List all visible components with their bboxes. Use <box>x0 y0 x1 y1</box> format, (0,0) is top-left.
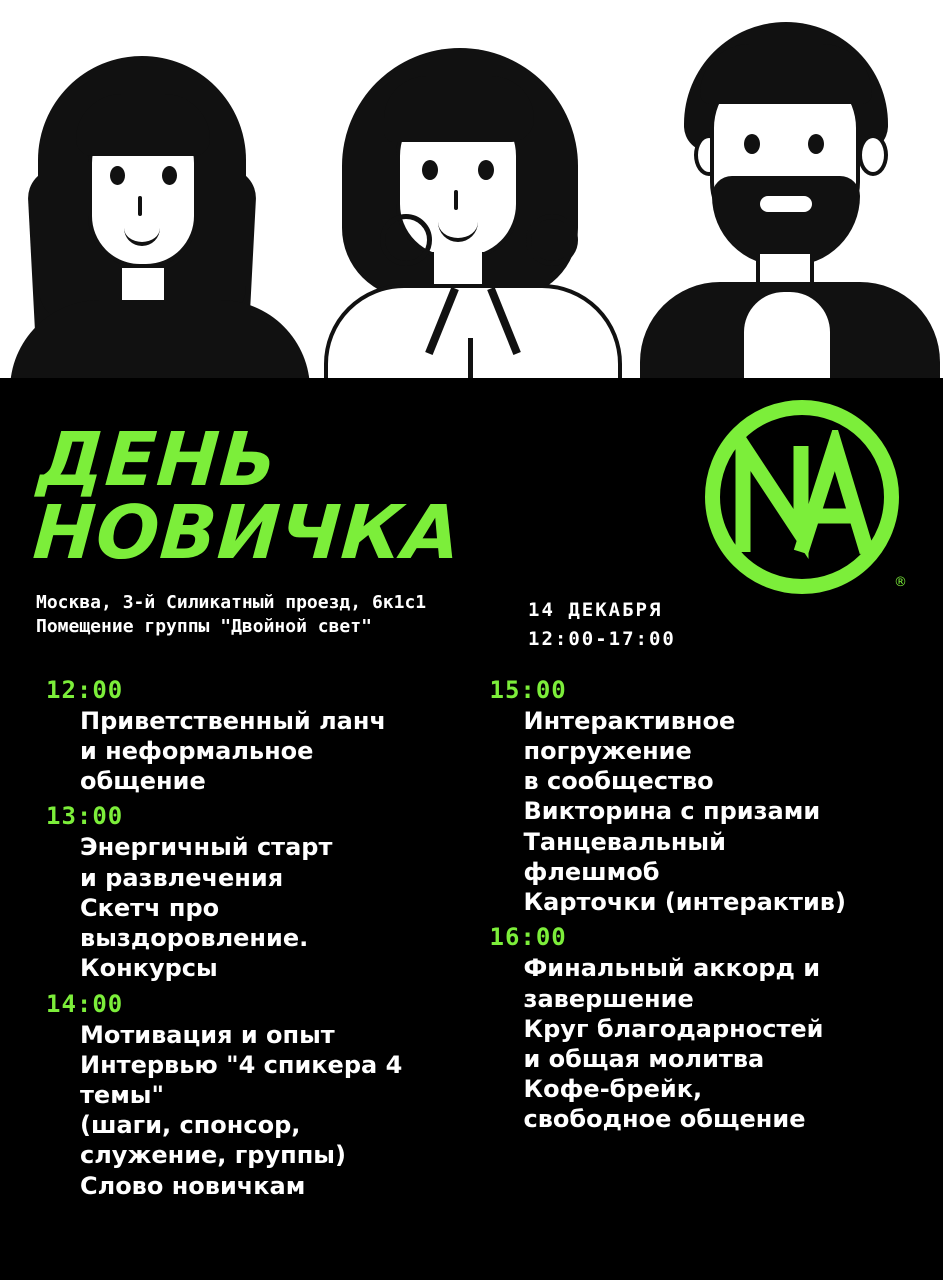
slot-item: Мотивация и опыт <box>80 1020 335 1049</box>
tshirt-icon <box>744 292 830 378</box>
poster-body <box>0 378 943 1237</box>
slot-item: Конкурсы <box>80 954 218 983</box>
slot-time: 15:00 <box>489 675 567 704</box>
eye-right-icon <box>478 160 494 180</box>
event-date: 14 ДЕКАБРЯ <box>528 599 663 621</box>
schedule <box>0 676 943 1237</box>
venue-address: Москва, 3-й Силикатный проезд, 6к1с1 <box>36 592 427 614</box>
slot-items <box>46 706 472 797</box>
slot-item: Танцевальный <box>523 827 726 856</box>
trademark-symbol: ® <box>894 575 907 590</box>
illustration-person-right <box>640 8 940 378</box>
slot-item: Интерактивное <box>523 706 736 735</box>
slot-time: 13:00 <box>46 802 124 831</box>
title-block <box>0 378 943 576</box>
nose-icon <box>454 190 458 210</box>
slot-item: (шаги, спонсор, <box>80 1111 301 1140</box>
schedule-slot <box>490 923 922 1134</box>
slot-item: и общая молитва <box>523 1044 765 1073</box>
illustration-person-left <box>10 38 310 378</box>
illustration-person-center <box>318 18 628 378</box>
slot-item: флешмоб <box>523 857 660 886</box>
slot-item: Интервью "4 спикера 4 <box>80 1050 403 1079</box>
nose-icon <box>138 196 142 216</box>
schedule-slot <box>46 676 472 797</box>
shirt-icon <box>324 284 622 378</box>
eye-right-icon <box>808 134 824 154</box>
date-time-block <box>528 596 676 653</box>
earring-right-icon <box>526 214 578 266</box>
slot-item: свободное общение <box>523 1105 806 1134</box>
hair-top-icon <box>700 44 872 104</box>
slot-items <box>490 706 922 918</box>
eye-left-icon <box>744 134 760 154</box>
eye-left-icon <box>422 160 438 180</box>
slot-item: Финальный аккорд и <box>523 954 821 983</box>
slot-item: завершение <box>523 984 694 1013</box>
mouth-icon <box>760 196 812 212</box>
slot-time: 14:00 <box>46 989 124 1018</box>
schedule-column-right <box>472 676 922 1207</box>
slot-items <box>46 1020 472 1201</box>
fringe-icon <box>384 76 534 142</box>
slot-item: служение, группы) <box>80 1141 346 1170</box>
slot-item: общение <box>80 767 206 796</box>
slot-item: Викторина с призами <box>523 797 821 826</box>
slot-time: 12:00 <box>46 675 124 704</box>
slot-items <box>46 832 472 983</box>
slot-item: погружение <box>523 736 692 765</box>
slot-item: Круг благодарностей <box>523 1014 824 1043</box>
venue-place: Помещение группы "Двойной свет" <box>36 616 372 638</box>
slot-item: Скетч про <box>80 893 220 922</box>
beard-icon <box>712 176 860 266</box>
schedule-slot <box>46 802 472 983</box>
title-line-1: ДЕНЬ <box>35 417 281 503</box>
eye-right-icon <box>162 166 177 185</box>
slot-items <box>490 953 922 1134</box>
schedule-column-left <box>22 676 472 1207</box>
earring-left-icon <box>380 214 432 266</box>
slot-item: Карточки (интерактив) <box>523 888 846 917</box>
slot-item: Приветственный ланч <box>80 706 386 735</box>
slot-item: в сообщество <box>523 767 714 796</box>
schedule-slot <box>490 676 922 918</box>
header-illustration <box>0 0 943 378</box>
torso-icon <box>10 300 310 378</box>
slot-item: и развлечения <box>80 863 284 892</box>
fringe-icon <box>76 94 210 156</box>
slot-item: и неформальное <box>80 736 314 765</box>
title-line-2: НОВИЧКА <box>30 489 465 576</box>
slot-item: Слово новичкам <box>80 1171 306 1200</box>
shirt-placket-icon <box>468 338 473 378</box>
slot-time: 16:00 <box>489 923 567 952</box>
eye-left-icon <box>110 166 125 185</box>
venue-block <box>36 591 556 640</box>
ear-right-icon <box>858 134 888 176</box>
page-title <box>30 417 661 576</box>
slot-item: выздоровление. <box>80 924 309 953</box>
schedule-slot <box>46 990 472 1201</box>
slot-item: Кофе-брейк, <box>523 1075 703 1104</box>
slot-item: Энергичный старт <box>80 833 333 862</box>
slot-item: темы" <box>80 1080 165 1109</box>
event-time-range: 12:00-17:00 <box>528 627 676 650</box>
